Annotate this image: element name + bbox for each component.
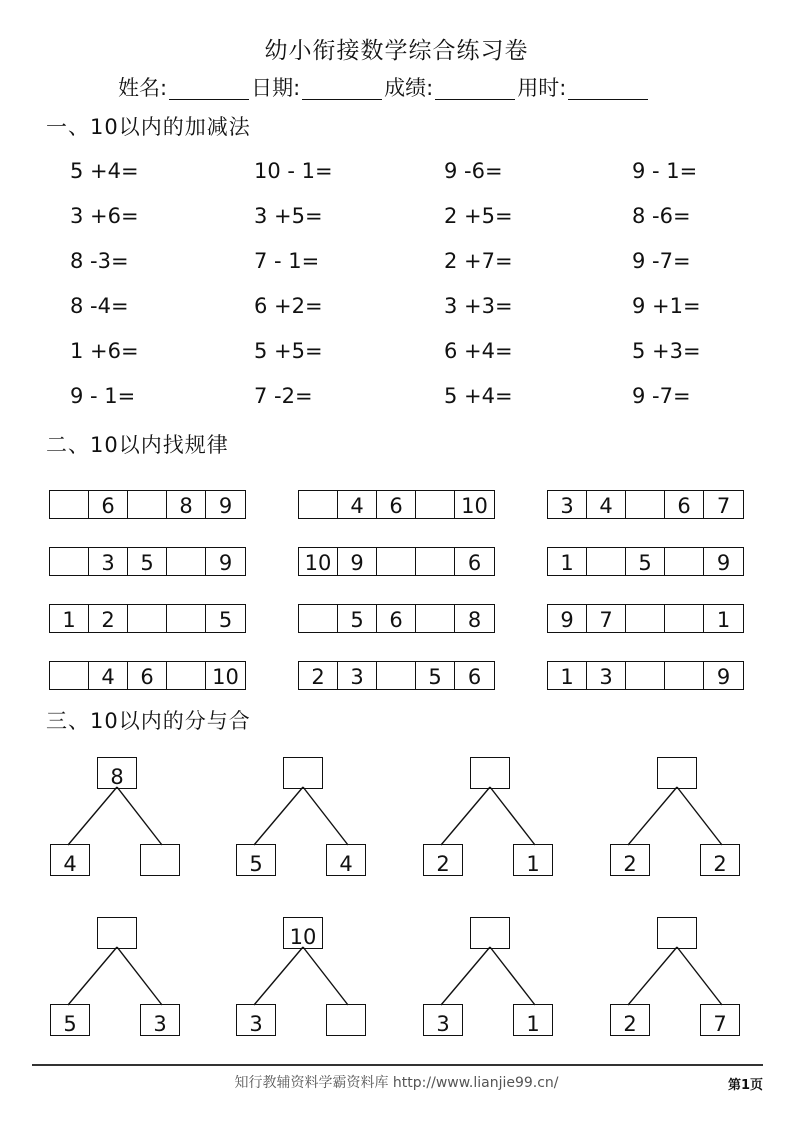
left-part-box: 5: [236, 844, 276, 876]
whole-number-box[interactable]: [470, 757, 510, 789]
blank-answer-cell[interactable]: [128, 605, 167, 632]
number-cell: 6: [377, 605, 416, 632]
arithmetic-problem[interactable]: 2 +7=: [444, 249, 513, 273]
right-part-box: 7: [700, 1004, 740, 1036]
blank-answer-cell[interactable]: [626, 491, 665, 518]
arithmetic-problem[interactable]: 10 - 1=: [254, 159, 333, 183]
pattern-sequence: [298, 661, 495, 690]
number-cell: 4: [89, 662, 128, 689]
number-cell: 8: [467, 608, 482, 632]
page-title: 幼小衔接数学综合练习卷: [264, 38, 529, 64]
left-branch-line: [68, 787, 117, 845]
number-cell: 9: [716, 551, 731, 575]
arithmetic-problem[interactable]: 2 +5=: [444, 204, 513, 228]
pattern-sequence: [298, 490, 495, 519]
arithmetic-problem[interactable]: 3 +5=: [254, 204, 323, 228]
whole-number-box[interactable]: [283, 757, 323, 789]
left-branch-line: [441, 947, 490, 1005]
whole-number-box: 8: [97, 757, 137, 789]
left-part-box: 3: [236, 1004, 276, 1036]
left-part-box: 2: [610, 1004, 650, 1036]
number-cell: 1: [716, 608, 731, 632]
number-cell: 5: [128, 548, 167, 575]
whole-number-box[interactable]: [97, 917, 137, 949]
arithmetic-problem[interactable]: 5 +5=: [254, 339, 323, 363]
arithmetic-problem[interactable]: 6 +4=: [444, 339, 513, 363]
right-part-box[interactable]: [140, 844, 180, 876]
arithmetic-problem[interactable]: 9 - 1=: [632, 159, 698, 183]
number-cell: 6: [89, 491, 128, 518]
arithmetic-problem[interactable]: 8 -3=: [70, 249, 129, 273]
date-label: 日期:: [251, 76, 301, 100]
number-cell: 3: [548, 491, 587, 518]
left-branch-line: [254, 947, 303, 1005]
name-label: 姓名:: [118, 76, 168, 100]
left-part-box: 5: [50, 1004, 90, 1036]
pattern-sequence: [49, 661, 246, 690]
right-branch-line: [677, 947, 722, 1005]
footer-source: 知行教辅资料学霸资料库 http://www.lianjie99.cn/: [234, 1075, 559, 1091]
number-cell: 6: [665, 491, 704, 518]
pattern-sequence: [547, 547, 744, 576]
number-cell: 7: [587, 605, 626, 632]
student-info-row: [118, 72, 650, 102]
arithmetic-problem[interactable]: 9 -7=: [632, 384, 691, 408]
number-cell: 1: [548, 548, 587, 575]
pattern-sequence: [298, 604, 495, 633]
number-cell: 6: [467, 665, 482, 689]
arithmetic-problem[interactable]: 8 -6=: [632, 204, 691, 228]
time-label: 用时:: [517, 76, 567, 100]
number-cell: 1: [548, 662, 587, 689]
number-cell: 5: [338, 605, 377, 632]
number-bond-tree: [233, 757, 373, 887]
number-cell: 6: [128, 662, 167, 689]
left-part-box: 2: [423, 844, 463, 876]
left-branch-line: [441, 787, 490, 845]
blank-answer-cell[interactable]: [377, 662, 416, 689]
left-part-box: 2: [610, 844, 650, 876]
left-branch-line: [628, 947, 677, 1005]
right-branch-line: [677, 787, 722, 845]
number-cell: 9: [218, 551, 233, 575]
arithmetic-problem[interactable]: 5 +3=: [632, 339, 701, 363]
right-part-box: 2: [700, 844, 740, 876]
pattern-sequence: [49, 604, 246, 633]
number-cell: 1: [50, 605, 89, 632]
blank-answer-cell[interactable]: [416, 605, 455, 632]
arithmetic-problem[interactable]: 9 -6=: [444, 159, 503, 183]
number-cell: 4: [338, 491, 377, 518]
blank-answer-cell[interactable]: [299, 491, 338, 518]
number-cell: 3: [338, 662, 377, 689]
score-label: 成绩:: [384, 76, 434, 100]
arithmetic-problem[interactable]: 7 - 1=: [254, 249, 320, 273]
blank-answer-cell[interactable]: [128, 491, 167, 518]
number-cell: 5: [218, 608, 233, 632]
arithmetic-problem[interactable]: 1 +6=: [70, 339, 139, 363]
pattern-sequence: [547, 604, 744, 633]
number-cell: 10: [461, 494, 488, 518]
score-field[interactable]: [384, 72, 517, 102]
section-title-decomposition: 三、10以内的分与合: [46, 709, 251, 733]
blank-answer-cell[interactable]: [626, 662, 665, 689]
arithmetic-problem[interactable]: 9 - 1=: [70, 384, 136, 408]
blank-answer-cell[interactable]: [626, 605, 665, 632]
number-bond-tree: [420, 917, 560, 1047]
left-part-box: 4: [50, 844, 90, 876]
right-part-box: 3: [140, 1004, 180, 1036]
left-branch-line: [68, 947, 117, 1005]
arithmetic-problem[interactable]: 9 -7=: [632, 249, 691, 273]
arithmetic-problem[interactable]: 9 +1=: [632, 294, 701, 318]
right-part-box: 1: [513, 1004, 553, 1036]
number-cell: 3: [587, 662, 626, 689]
number-cell: 2: [299, 662, 338, 689]
number-cell: 7: [716, 494, 731, 518]
blank-answer-cell[interactable]: [587, 548, 626, 575]
number-cell: 9: [548, 605, 587, 632]
score-blank[interactable]: [435, 79, 515, 100]
number-cell: 5: [416, 662, 455, 689]
blank-answer-cell[interactable]: [167, 605, 206, 632]
number-cell: 6: [377, 491, 416, 518]
number-bond-tree: [420, 757, 560, 887]
whole-number-box[interactable]: [470, 917, 510, 949]
page-number: 第1页: [727, 1078, 763, 1093]
blank-answer-cell[interactable]: [50, 662, 89, 689]
pattern-sequence: [547, 490, 744, 519]
blank-answer-cell[interactable]: [299, 605, 338, 632]
arithmetic-problem[interactable]: 8 -4=: [70, 294, 129, 318]
right-branch-line: [490, 787, 535, 845]
name-field[interactable]: [118, 72, 251, 102]
whole-number-box[interactable]: [657, 917, 697, 949]
number-cell: 8: [167, 491, 206, 518]
whole-number-box[interactable]: [657, 757, 697, 789]
name-blank[interactable]: [169, 79, 249, 100]
blank-answer-cell[interactable]: [50, 491, 89, 518]
section-title-patterns: 二、10以内找规律: [46, 433, 229, 457]
time-blank[interactable]: [568, 79, 648, 100]
number-cell: 10: [299, 548, 338, 575]
blank-answer-cell[interactable]: [665, 662, 704, 689]
left-branch-line: [254, 787, 303, 845]
number-cell: 4: [587, 491, 626, 518]
arithmetic-problem[interactable]: 5 +4=: [444, 384, 513, 408]
left-branch-line: [628, 787, 677, 845]
right-branch-line: [117, 787, 162, 845]
blank-answer-cell[interactable]: [416, 491, 455, 518]
number-bond-tree: [607, 757, 747, 887]
number-cell: 9: [338, 548, 377, 575]
pattern-sequence: [298, 547, 495, 576]
blank-answer-cell[interactable]: [167, 548, 206, 575]
left-part-box: 3: [423, 1004, 463, 1036]
right-branch-line: [303, 947, 348, 1005]
date-blank[interactable]: [302, 79, 382, 100]
blank-answer-cell[interactable]: [377, 548, 416, 575]
pattern-sequence: [49, 490, 246, 519]
arithmetic-problem[interactable]: 7 -2=: [254, 384, 313, 408]
number-bond-tree: [607, 917, 747, 1047]
arithmetic-problem[interactable]: 3 +6=: [70, 204, 139, 228]
number-cell: 3: [89, 548, 128, 575]
pattern-sequence: [547, 661, 744, 690]
right-branch-line: [117, 947, 162, 1005]
date-field[interactable]: [251, 72, 384, 102]
number-cell: 9: [218, 494, 233, 518]
arithmetic-problem[interactable]: 3 +3=: [444, 294, 513, 318]
right-branch-line: [303, 787, 348, 845]
right-part-box: 4: [326, 844, 366, 876]
section-title-arithmetic: 一、10以内的加减法: [46, 115, 251, 139]
number-cell: 5: [626, 548, 665, 575]
number-cell: 6: [467, 551, 482, 575]
pattern-sequence: [49, 547, 246, 576]
arithmetic-problem[interactable]: 5 +4=: [70, 159, 139, 183]
right-part-box: 1: [513, 844, 553, 876]
blank-answer-cell[interactable]: [665, 548, 704, 575]
right-branch-line: [490, 947, 535, 1005]
number-cell: 9: [716, 665, 731, 689]
number-bond-tree: [233, 917, 373, 1047]
blank-answer-cell[interactable]: [50, 548, 89, 575]
right-part-box[interactable]: [326, 1004, 366, 1036]
number-cell: 2: [89, 605, 128, 632]
number-bond-tree: [47, 757, 187, 887]
number-bond-tree: [47, 917, 187, 1047]
whole-number-box: 10: [283, 917, 323, 949]
time-field[interactable]: [517, 72, 650, 102]
number-cell: 10: [212, 665, 239, 689]
blank-answer-cell[interactable]: [665, 605, 704, 632]
arithmetic-problem[interactable]: 6 +2=: [254, 294, 323, 318]
blank-answer-cell[interactable]: [416, 548, 455, 575]
footer-divider: [32, 1064, 763, 1066]
blank-answer-cell[interactable]: [167, 662, 206, 689]
